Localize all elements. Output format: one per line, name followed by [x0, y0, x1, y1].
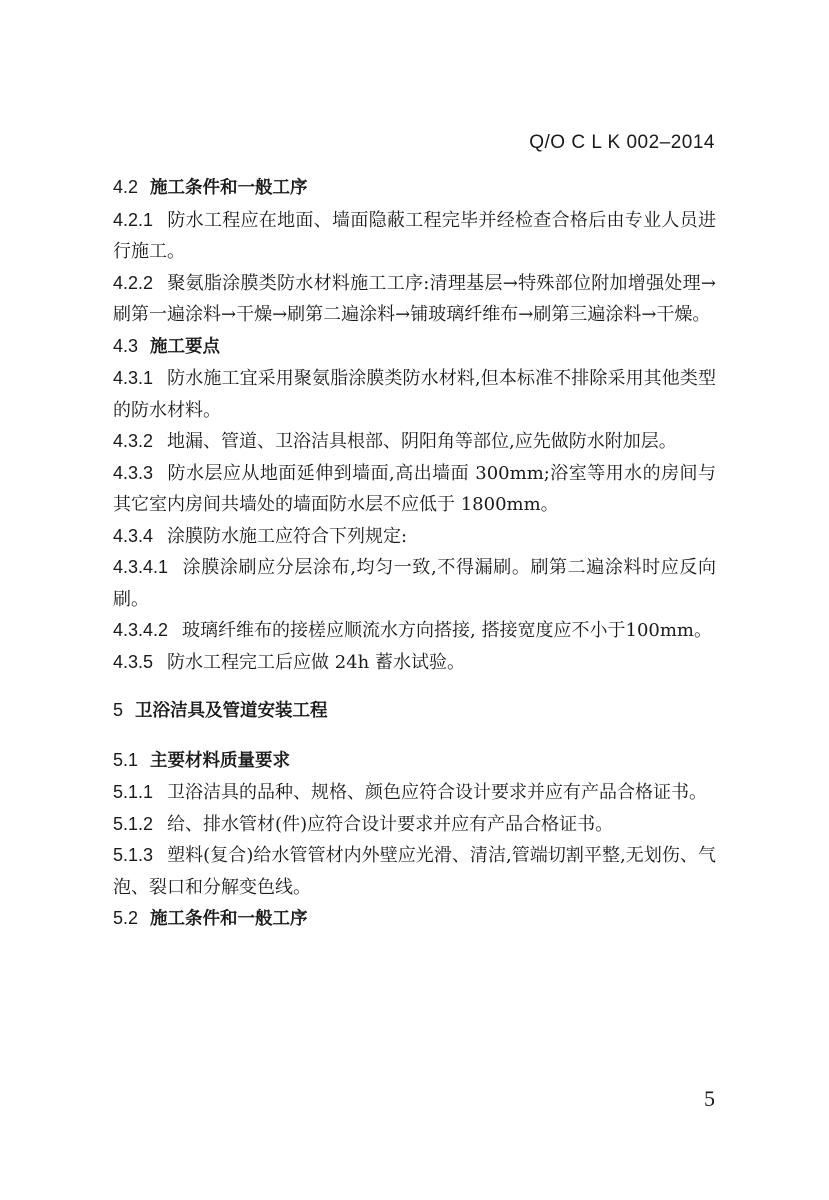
section-number: 5.2 [113, 908, 139, 928]
chapter-heading [113, 695, 716, 728]
clause [113, 552, 716, 615]
clause-text: 防水工程完工后应做 24h 蓄水试验。 [167, 651, 465, 673]
clause-number: 4.3.2 [113, 431, 154, 451]
clause [113, 458, 716, 521]
clause-text: 给、排水管材(件)应符合设计要求并应有产品合格证书。 [167, 813, 614, 835]
chapter-title: 卫浴洁具及管道安装工程 [135, 701, 328, 721]
clause [113, 615, 716, 647]
clause [113, 777, 716, 809]
clause-text: 聚氨脂涂膜类防水材料施工工序:清理基层→特殊部位附加增强处理→刷第一遍涂料→干燥→刷第二遍涂料→铺玻璃纤维布→刷第三遍涂料→干燥。 [113, 272, 716, 325]
section-heading [113, 331, 716, 364]
section-heading [113, 745, 716, 778]
section-title: 施工要点 [150, 336, 221, 357]
standard-code: Q/O C L K 002–2014 [529, 132, 715, 153]
clause [113, 205, 716, 268]
section-heading [113, 172, 716, 205]
clause-text: 玻璃纤维布的接槎应顺流水方向搭接, 搭接宽度应不小于100mm。 [182, 620, 712, 641]
clause-number: 4.2.1 [113, 209, 154, 230]
section-number: 4.3 [113, 335, 139, 356]
clause-number: 5.1.1 [113, 782, 154, 802]
chapter-number: 5 [113, 700, 124, 720]
clause-text: 防水层应从地面延伸到墙面,高出墙面 300mm;浴室等用水的房间与其它室内房间共墙处的墙面防水层不应低于 1800mm。 [113, 462, 716, 515]
clause-text: 防水施工宜采用聚氨脂涂膜类防水材料,但本标准不排除采用其他类型的防水材料。 [113, 368, 716, 421]
section-title: 施工条件和一般工序 [150, 178, 308, 198]
clause-number: 4.3.4.1 [113, 557, 169, 577]
clause-text: 塑料(复合)给水管管材内外壁应光滑、清洁,管端切割平整,无划伤、气泡、裂口和分解变色线。 [113, 845, 716, 898]
clause-number: 4.3.4.2 [113, 620, 169, 640]
page-number: 5 [704, 1086, 715, 1111]
clause [113, 521, 716, 553]
clause [113, 268, 716, 331]
clause-number: 5.1.2 [113, 813, 154, 834]
clause-number: 5.1.3 [113, 845, 154, 865]
clause-number: 4.3.1 [113, 368, 154, 388]
clause-text: 地漏、管道、卫浴洁具根部、阴阳角等部位,应先做防水附加层。 [167, 431, 677, 452]
section-title: 主要材料质量要求 [150, 750, 291, 771]
clause-text: 涂膜防水施工应符合下列规定: [167, 525, 408, 547]
clause-text: 防水工程应在地面、墙面隐蔽工程完毕并经检查合格后由专业人员进行施工。 [113, 209, 716, 262]
clause-number: 4.3.3 [113, 462, 154, 483]
clause-text: 涂膜涂刷应分层涂布,均匀一致,不得漏刷。刷第二遍涂料时应反向刷。 [113, 557, 716, 610]
section-title: 施工条件和一般工序 [150, 909, 308, 929]
clause [113, 809, 716, 841]
clause-number: 4.3.5 [113, 651, 154, 672]
section-number: 4.2 [113, 177, 139, 197]
section-number: 5.1 [113, 749, 139, 770]
clause-number: 4.2.2 [113, 272, 154, 293]
section-heading [113, 903, 716, 936]
clause-text: 卫浴洁具的品种、规格、颜色应符合设计要求并应有产品合格证书。 [167, 782, 708, 803]
clause [113, 647, 716, 679]
clause-number: 4.3.4 [113, 525, 154, 546]
clause [113, 363, 716, 426]
clause [113, 840, 716, 903]
clause [113, 426, 716, 458]
document-body [113, 172, 716, 936]
